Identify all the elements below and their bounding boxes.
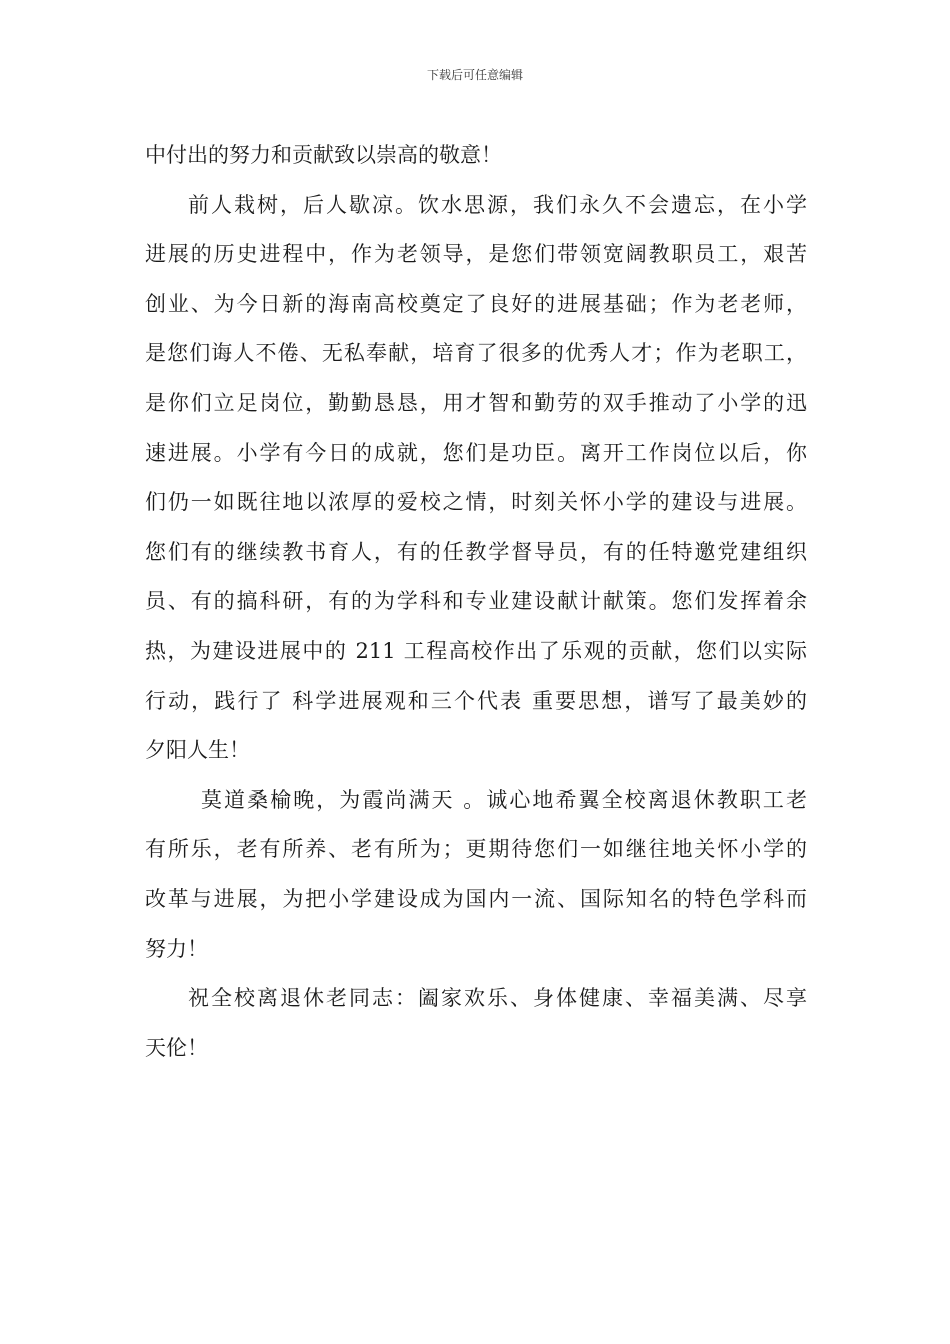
text-line: 进展的历史进程中，作为老领导，是您们带领宽阔教职员工，艰苦 xyxy=(145,242,807,267)
text-line: 努力！ xyxy=(145,936,208,961)
text-line: 行动，践行了 科学进展观和三个代表 重要思想，谱写了最美妙的 xyxy=(145,688,807,713)
text-line: 速进展。小学有今日的成就，您们是功臣。离开工作岗位以后，你 xyxy=(145,440,807,465)
text-line: 夕阳人生！ xyxy=(145,738,250,763)
text-line: 天伦！ xyxy=(145,1035,208,1060)
text-line: 中付出的努力和贡献致以崇高的敬意！ xyxy=(145,143,502,167)
document-body xyxy=(145,131,807,1073)
text-line: 改革与进展，为把小学建设成为国内一流、国际知名的特色学科而 xyxy=(145,886,807,911)
text-line: 员、有的搞科研，有的为学科和专业建设献计献策。您们发挥着余 xyxy=(145,589,807,614)
text-line: 莫道桑榆晚，为霞尚满天 。诚心地希翼全校离退休教职工老 xyxy=(201,787,807,812)
page-header: 下载后可任意编辑 xyxy=(426,68,523,82)
text-line: 热，为建设进展中的 211 工程高校作出了乐观的贡献，您们以实际 xyxy=(145,638,807,663)
text-line: 是你们立足岗位，勤勤恳恳，用才智和勤劳的双手推动了小学的迅 xyxy=(145,390,807,415)
text-line: 们仍一如既往地以浓厚的爱校之情，时刻关怀小学的建设与进展。 xyxy=(145,490,807,515)
text-line: 祝全校离退休老同志：阖家欢乐、身体健康、幸福美满、尽享 xyxy=(188,986,807,1011)
text-line: 创业、为今日新的海南高校奠定了良好的进展基础；作为老老师， xyxy=(145,291,807,316)
text-line: 有所乐，老有所养、老有所为；更期待您们一如继往地关怀小学的 xyxy=(145,837,807,862)
text-line: 是您们诲人不倦、无私奉献，培育了很多的优秀人才；作为老职工， xyxy=(145,341,807,366)
text-line: 您们有的继续教书育人，有的任教学督导员，有的任特邀党建组织 xyxy=(145,539,807,564)
text-line: 前人栽树，后人歇凉。饮水思源，我们永久不会遗忘，在小学 xyxy=(188,192,807,217)
